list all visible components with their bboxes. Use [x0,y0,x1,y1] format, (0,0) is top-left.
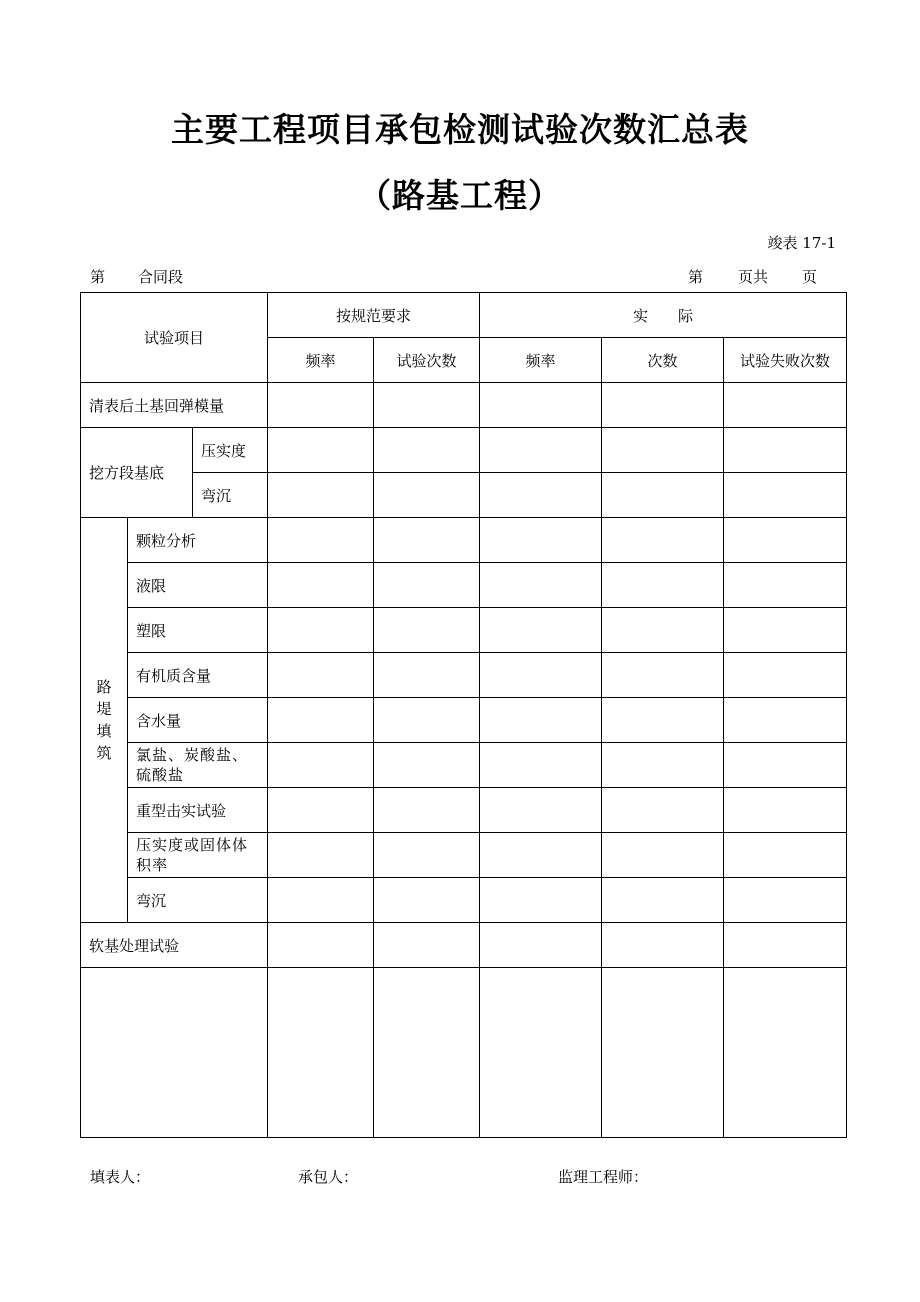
table-cell[interactable] [724,968,847,1138]
table-cell[interactable] [602,608,724,653]
table-row [81,743,847,788]
table-cell[interactable] [268,923,374,968]
header-page-total: 页共 [738,268,769,286]
table-row [81,473,847,518]
row-label-fill-item: 有机质含量 [128,653,268,698]
table-row [81,518,847,563]
row-label-fill-item: 弯沉 [128,878,268,923]
table-cell[interactable] [374,608,480,653]
table-cell[interactable] [724,698,847,743]
row-group-cut-section: 挖方段基底 [81,428,193,518]
row-label-fill-item: 压实度或固体体积率 [128,833,268,878]
table-cell[interactable] [724,518,847,563]
header-actual-frequency: 频率 [480,338,602,383]
row-label-fill-item: 颗粒分析 [128,518,268,563]
table-cell[interactable] [480,698,602,743]
page-title: 主要工程项目承包检测试验次数汇总表 [171,110,749,149]
table-cell[interactable] [602,788,724,833]
row-label-fill-item: 重型击实试验 [128,788,268,833]
table-cell[interactable] [268,518,374,563]
table-cell[interactable] [602,698,724,743]
table-cell[interactable] [268,968,374,1138]
row-label-cut-compaction: 压实度 [193,428,268,473]
table-cell[interactable] [480,518,602,563]
table-cell[interactable] [374,788,480,833]
table-cell[interactable] [602,878,724,923]
table-cell[interactable] [374,518,480,563]
table-row [81,563,847,608]
table-cell[interactable] [268,383,374,428]
table-row [81,878,847,923]
table-cell[interactable] [602,473,724,518]
table-cell[interactable] [374,923,480,968]
summary-table [80,292,847,1138]
table-cell[interactable] [268,878,374,923]
row-label-soft-foundation: 软基处理试验 [81,923,268,968]
table-cell[interactable] [602,563,724,608]
table-row [81,608,847,653]
table-cell[interactable] [374,428,480,473]
table-cell[interactable] [480,923,602,968]
table-cell[interactable] [602,833,724,878]
table-cell[interactable] [724,878,847,923]
table-cell[interactable] [268,833,374,878]
table-cell[interactable] [602,743,724,788]
header-actual-count: 次数 [602,338,724,383]
table-cell[interactable] [602,428,724,473]
table-cell[interactable] [374,698,480,743]
table-cell[interactable] [602,518,724,563]
table-row [81,788,847,833]
header-spec-frequency: 频率 [268,338,374,383]
table-row [81,653,847,698]
table-cell[interactable] [268,653,374,698]
table-row [81,698,847,743]
table-cell[interactable] [602,923,724,968]
table-cell[interactable] [268,608,374,653]
table-cell[interactable] [268,563,374,608]
table-cell[interactable] [724,923,847,968]
table-cell[interactable] [480,788,602,833]
header-page: 页 [802,268,818,286]
form-number: 竣表 17-1 [767,234,836,252]
table-cell[interactable] [724,743,847,788]
row-label-fill-item: 液限 [128,563,268,608]
table-cell[interactable] [374,383,480,428]
row-group-embankment-fill: 路 堤 填 筑 [81,518,128,923]
table-cell[interactable] [374,743,480,788]
table-cell[interactable] [602,653,724,698]
table-cell[interactable] [480,878,602,923]
row-label-fill-item: 含水量 [128,698,268,743]
table-cell[interactable] [480,428,602,473]
row-label-fill-item: 塑限 [128,608,268,653]
header-spec-group: 按规范要求 [268,293,480,338]
table-cell[interactable] [724,563,847,608]
table-cell[interactable] [480,563,602,608]
header-spec-test-count: 试验次数 [374,338,480,383]
table-cell[interactable] [480,833,602,878]
table-row [81,968,847,1138]
table-cell[interactable] [268,743,374,788]
header-actual-group: 实 际 [480,293,847,338]
table-cell[interactable] [724,608,847,653]
table-cell[interactable] [480,608,602,653]
table-cell[interactable] [724,383,847,428]
row-label-fill-item: 氯盐、炭酸盐、硫酸盐 [128,743,268,788]
table-cell[interactable] [724,473,847,518]
table-cell[interactable] [724,428,847,473]
table-row [81,383,847,428]
table-cell[interactable] [374,968,480,1138]
table-row [81,923,847,968]
table-cell[interactable] [374,833,480,878]
table-cell[interactable] [268,788,374,833]
table-cell[interactable] [480,473,602,518]
table-cell[interactable] [480,968,602,1138]
page-subtitle: （路基工程） [358,176,562,215]
table-row [81,833,847,878]
table-row [81,428,847,473]
header-di-left: 第 [90,268,106,286]
footer-filler: 填表人： [90,1168,151,1186]
table-cell[interactable] [480,383,602,428]
table-cell[interactable] [724,653,847,698]
table-cell[interactable] [374,563,480,608]
table-cell[interactable] [480,743,602,788]
table-cell[interactable] [724,788,847,833]
table-cell[interactable] [268,428,374,473]
table-cell[interactable] [480,653,602,698]
table-cell[interactable] [602,968,724,1138]
table-cell[interactable] [374,878,480,923]
footer-supervising-engineer: 监理工程师： [558,1168,649,1186]
header-di-right: 第 [688,268,704,286]
row-label-clear-modulus: 清表后土基回弹模量 [81,383,268,428]
table-cell[interactable] [724,833,847,878]
table-cell[interactable] [602,383,724,428]
table-cell[interactable] [268,698,374,743]
table-cell[interactable] [374,473,480,518]
table-cell-blank-item[interactable] [81,968,268,1138]
header-fail-count: 试验失败次数 [724,338,847,383]
header-test-item: 试验项目 [81,293,268,383]
header-contract-section: 合同段 [138,268,184,286]
row-label-cut-deflection: 弯沉 [193,473,268,518]
footer-contractor: 承包人： [298,1168,359,1186]
table-cell[interactable] [268,473,374,518]
table-cell[interactable] [374,653,480,698]
